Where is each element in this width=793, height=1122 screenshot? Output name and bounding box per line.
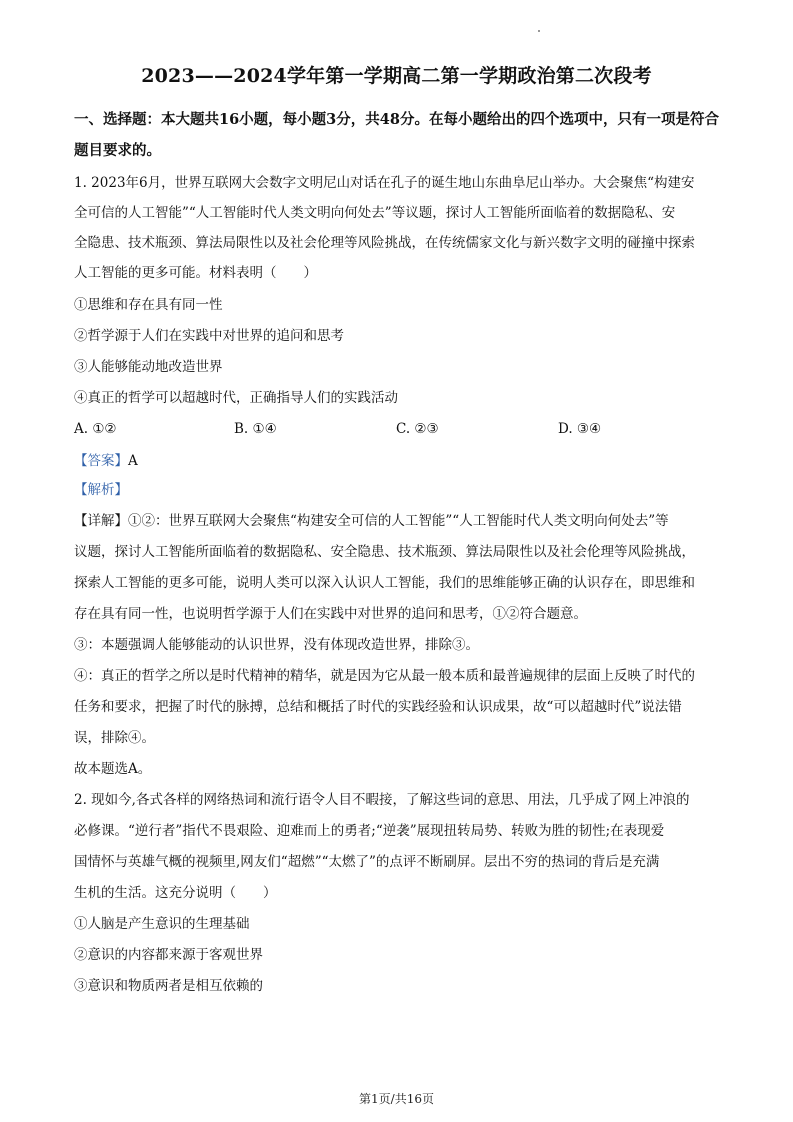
q2-stem-line: 2. 现如今,各式各样的网络热词和流行语令人目不暇接，了解这些词的意思、用法，几乎成了网上冲浪的 (74, 792, 690, 808)
q1-stem-line: 全可信的人工智能”“人工智能时代人类文明向何处去”等议题，探讨人工智能所面临着的数据隐私、安 (74, 205, 676, 221)
q2-stem-line: 必修课。“逆行者”指代不畏艰险、迎难而上的勇者;“逆袭”展现扭转局势、转败为胜的韧性;在表现爱 (74, 823, 665, 839)
q1-detail-line: ④：真正的哲学之所以是时代精神的精华，就是因为它从最一般本质和最普遍规律的层面上反映了时代的 (74, 668, 695, 684)
q1-statement: ①思维和存在具有同一性 (74, 297, 223, 313)
q1-option-a: A. ①② (74, 421, 117, 437)
q1-detail-line: ③：本题强调人能够能动的认识世界，没有体现改造世界，排除③。 (74, 637, 479, 653)
scan-dot (538, 30, 540, 32)
q1-stem-line: 全隐患、技术瓶颈、算法局限性以及社会伦理等风险挑战，在传统儒家文化与新兴数字文明的碰撞中探索 (74, 235, 695, 251)
q1-stem-line: 人工智能的更多可能。材料表明（ ） (74, 265, 317, 281)
detail-text: ①②：世界互联网大会聚焦“构建安全可信的人工智能”“人工智能时代人类文明向何处去”等 (128, 513, 669, 529)
q1-option-c: C. ②③ (396, 421, 439, 437)
q1-detail-line: 探索人工智能的更多可能，说明人类可以深入认识人工智能，我们的思维能够正确的认识存在，即思维和 (74, 575, 695, 591)
q1-detail-line: 误，排除④。 (74, 730, 155, 746)
q2-statement: ②意识的内容都来源于客观世界 (74, 947, 263, 963)
section-heading: 一、选择题：本大题共16小题，每小题3分，共48分。在每小题给出的四个选项中，只有一项是符合题目要求的。 (74, 111, 719, 159)
q1-statement: ③人能够能动地改造世界 (74, 359, 223, 375)
q2-statement: ①人脑是产生意识的生理基础 (74, 916, 250, 932)
answer-value: A (128, 453, 138, 469)
q1-option-d: D. ③④ (558, 421, 602, 437)
q1-conclusion: 故本题选A。 (74, 761, 152, 777)
q1-statement: ④真正的哲学可以超越时代，正确指导人们的实践活动 (74, 390, 398, 406)
q1-detail-line: 任务和要求，把握了时代的脉搏，总结和概括了时代的实践经验和认识成果，故“可以超越时代”说法错 (74, 699, 682, 715)
q1-analysis (74, 480, 128, 500)
answer-tag: 【答案】 (74, 453, 128, 469)
q2-stem-line: 生机的生活。这充分说明（ ） (74, 885, 277, 901)
page-title: 2023——2024学年第一学期高二第一学期政治第二次段考 (141, 65, 652, 87)
q1-option-b: B. ①④ (234, 421, 277, 437)
q2-statement: ③意识和物质两者是相互依赖的 (74, 978, 263, 994)
q1-detail-line: 存在具有同一性，也说明哲学源于人们在实践中对世界的追问和思考，①②符合题意。 (74, 606, 587, 622)
analysis-tag: 【解析】 (74, 482, 128, 498)
q1-answer (74, 451, 138, 471)
detail-tag: 【详解】 (74, 513, 128, 529)
q2-stem-line: 国情怀与英雄气概的视频里,网友们“超燃”“太燃了”的点评不断刷屏。层出不穷的热词的背后是充满 (74, 854, 660, 870)
page-footer: 第1页/共16页 (359, 1092, 434, 1106)
q1-detail-line: 议题，探讨人工智能所面临着的数据隐私、安全隐患、技术瓶颈、算法局限性以及社会伦理等风险挑战， (74, 544, 695, 560)
q1-stem-line: 1. 2023年6月，世界互联网大会数字文明尼山对话在孔子的诞生地山东曲阜尼山举办。大会聚焦“构建安 (74, 175, 695, 191)
q1-statement: ②哲学源于人们在实践中对世界的追问和思考 (74, 328, 344, 344)
q1-detail-line (74, 511, 669, 531)
